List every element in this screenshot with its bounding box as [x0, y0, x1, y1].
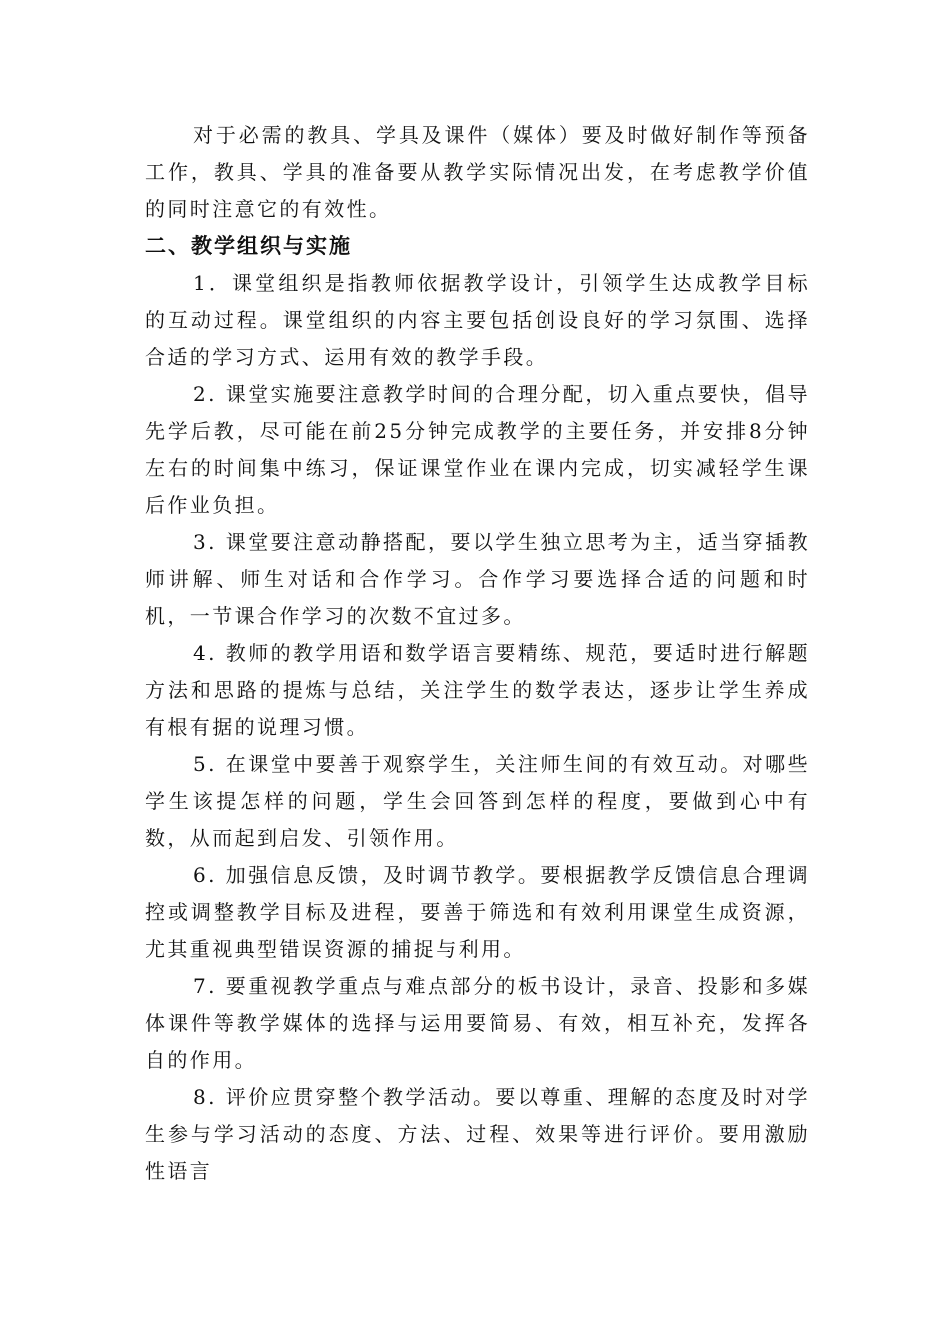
document-body: [145, 117, 810, 1190]
list-item: 1．课堂组织是指教师依据教学设计，引领学生达成教学目标的互动过程。课堂组织的内容主要包括创设良好的学习氛围、选择合适的学习方式、运用有效的教学手段。: [145, 271, 810, 369]
list-item: 7. 要重视教学重点与难点部分的板书设计，录音、投影和多媒体课件等教学媒体的选择与运用要简易、有效，相互补充，发挥各自的作用。: [145, 974, 810, 1072]
list-item: 5. 在课堂中要善于观察学生，关注师生间的有效互动。对哪些学生该提怎样的问题，学生会回答到怎样的程度，要做到心中有数，从而起到启发、引领作用。: [145, 752, 810, 850]
intro-paragraph: 对于必需的教具、学具及课件（媒体）要及时做好制作等预备工作，教具、学具的准备要从教学实际情况出发，在考虑教学价值的同时注意它的有效性。: [145, 123, 810, 221]
list-item: 6. 加强信息反馈，及时调节教学。要根据教学反馈信息合理调控或调整教学目标及进程，要善于筛选和有效利用课堂生成资源，尤其重视典型错误资源的捕捉与利用。: [145, 863, 810, 961]
section-heading: 二、教学组织与实施: [145, 234, 352, 258]
list-item: 4. 教师的教学用语和数学语言要精练、规范，要适时进行解题方法和思路的提炼与总结，关注学生的数学表达，逐步让学生养成有根有据的说理习惯。: [145, 641, 810, 739]
list-item: 3. 课堂要注意动静搭配，要以学生独立思考为主，适当穿插教师讲解、师生对话和合作学习。合作学习要选择合适的问题和时机，一节课合作学习的次数不宜过多。: [145, 530, 810, 628]
list-item: 2. 课堂实施要注意教学时间的合理分配，切入重点要快，倡导先学后教，尽可能在前25分钟完成教学的主要任务，并安排8分钟左右的时间集中练习，保证课堂作业在课内完成，切实减轻学生课后作业负担。: [145, 382, 810, 517]
list-item: 8. 评价应贯穿整个教学活动。要以尊重、理解的态度及时对学生参与学习活动的态度、方法、过程、效果等进行评价。要用激励性语言: [145, 1085, 810, 1183]
